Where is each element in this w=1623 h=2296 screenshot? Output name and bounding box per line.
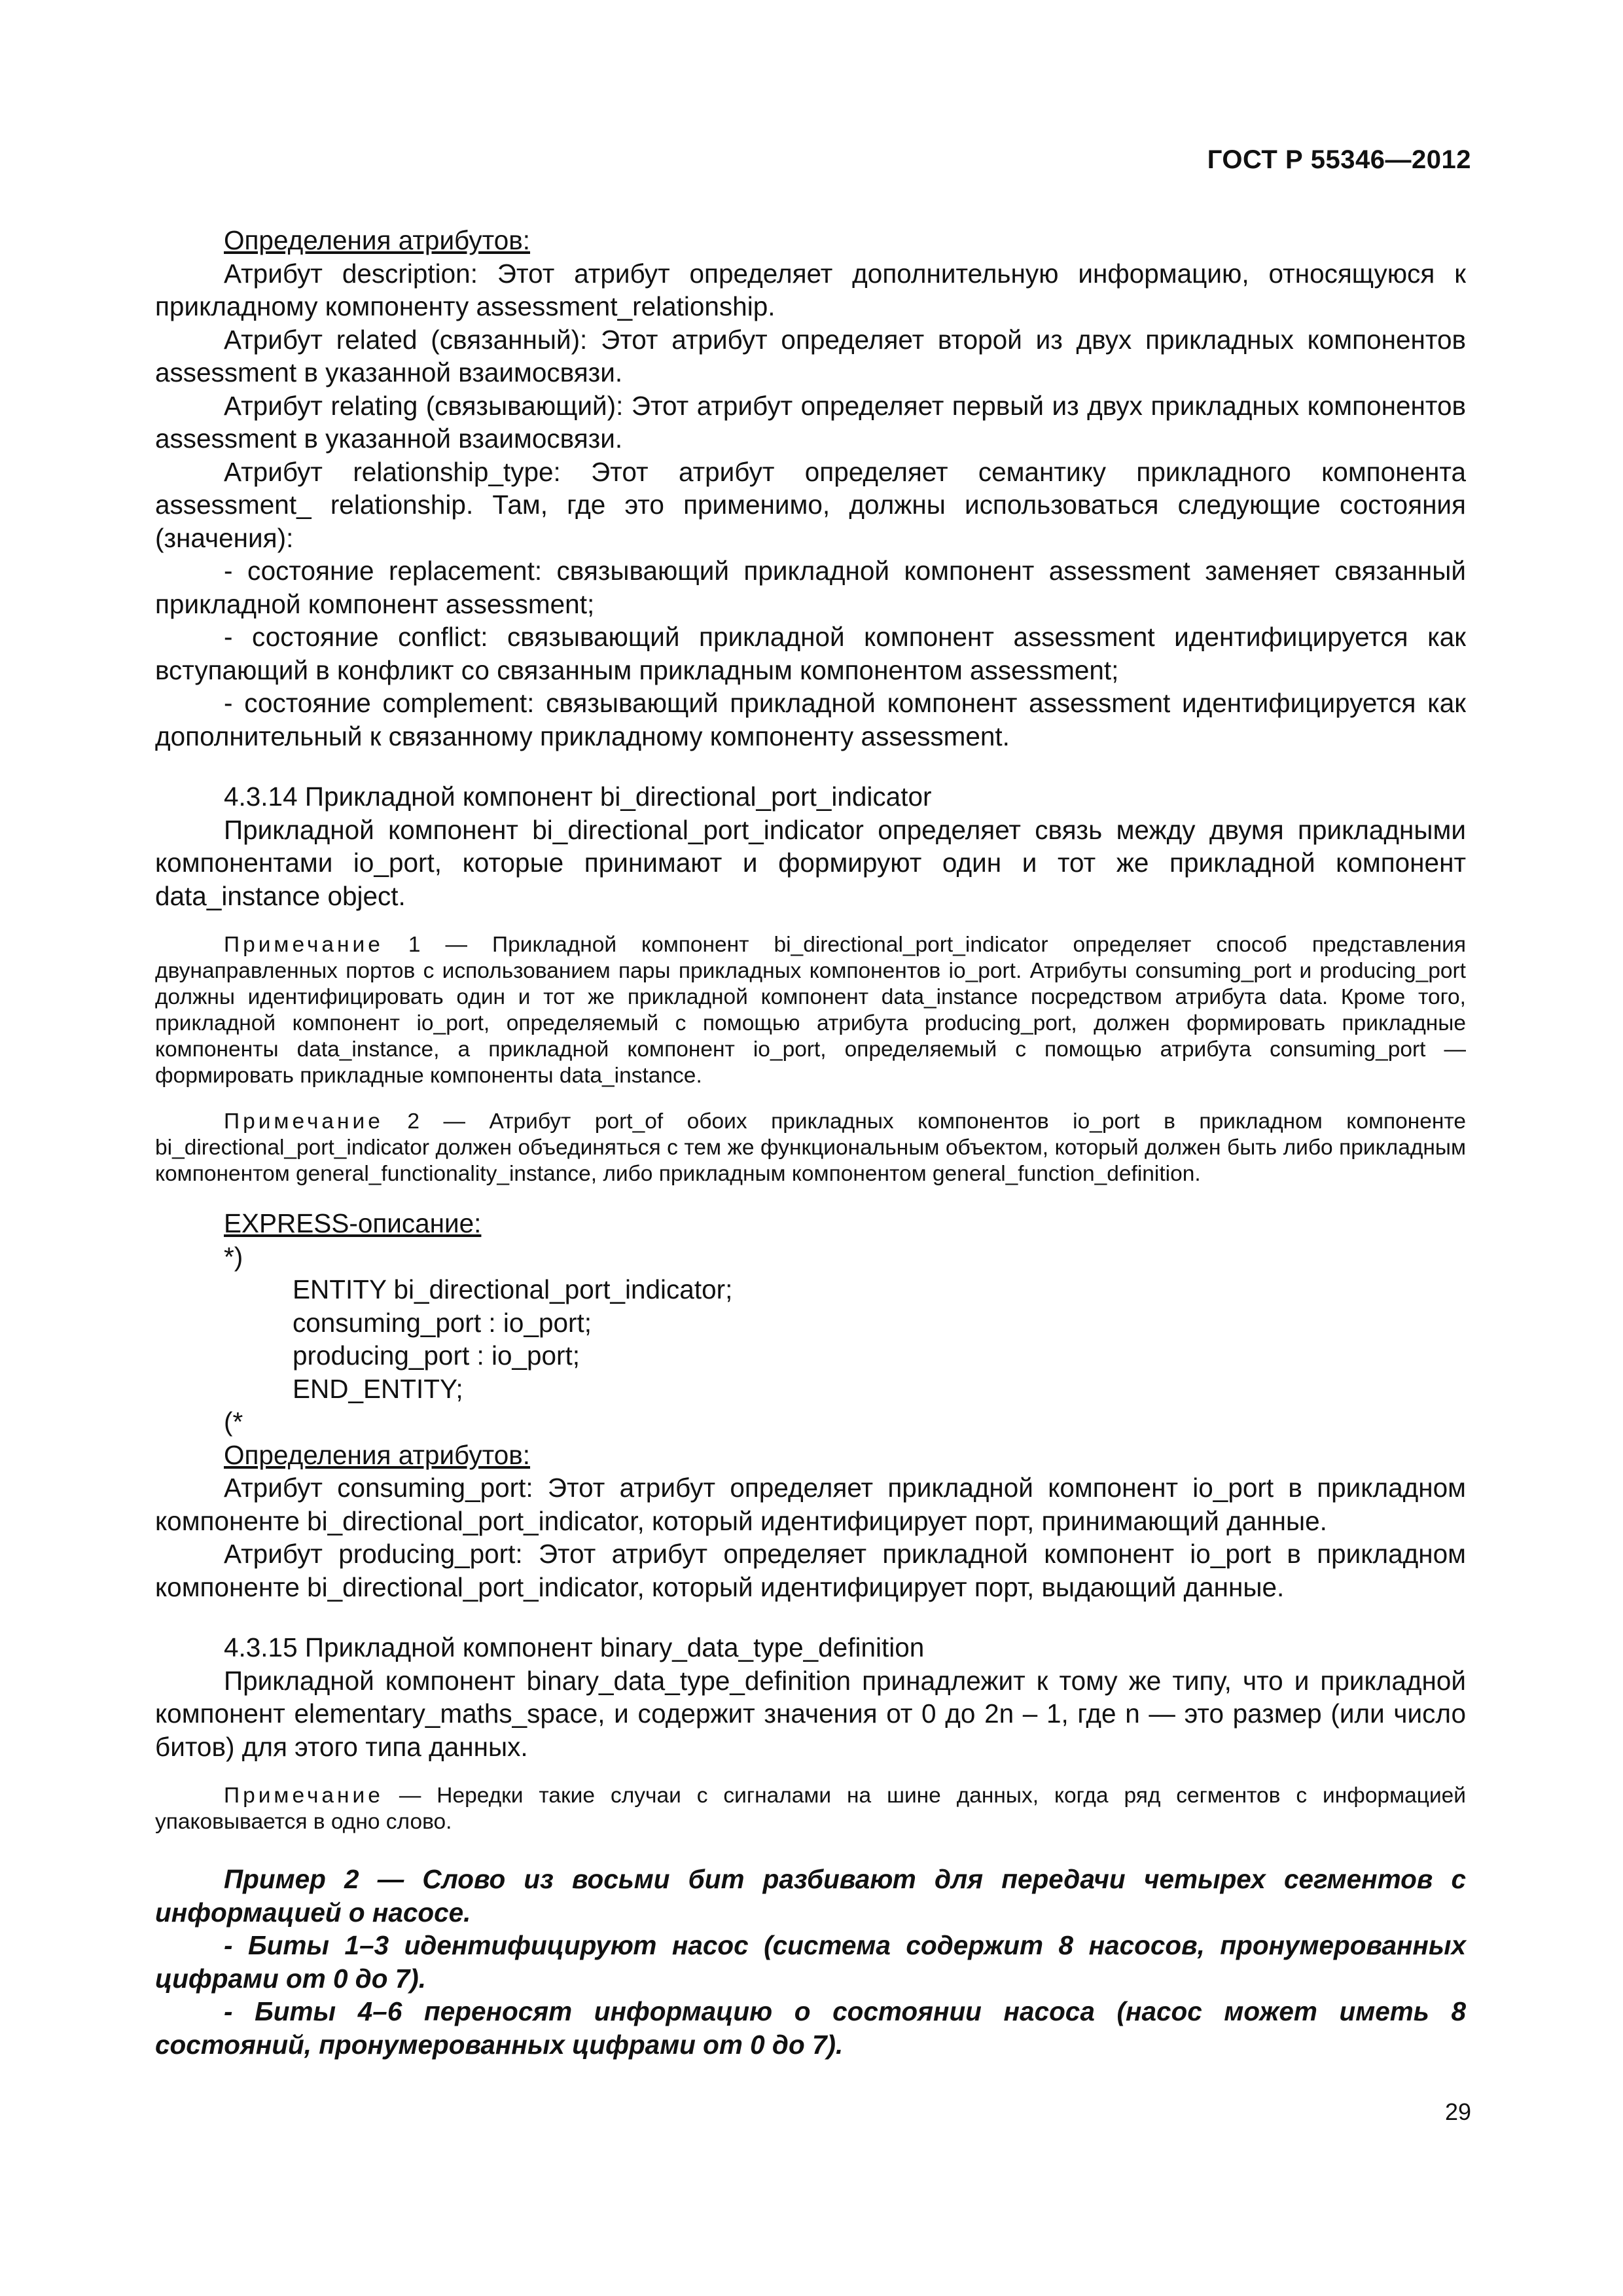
note-text: 1 — Прикладной компонент bi_directional_port_indicator определяет способ представления двунаправленных портов с использованием пары прикладных компонентов io_port. Атрибуты consuming_port и producing_port должны идентифицировать один и тот же прикладной компонент data_instance посредством атрибута data. Кроме того, прикладной компонент io_port, определяемый с помощью атрибута producing_port, должен формировать прикладные компоненты data_instance, а прикладной компонент io_port, определяемый с помощью атрибута consuming_port — формировать прикладные компоненты data_instance. — [155, 933, 1466, 1088]
note-label: Примечание — [224, 933, 383, 957]
code-line: ENTITY bi_directional_port_indicator; — [293, 1274, 733, 1304]
attribute-definitions-heading: Определения атрибутов: — [224, 1439, 531, 1470]
note — [155, 1783, 1466, 1835]
note-text: — Нередки такие случаи с сигналами на шине данных, когда ряд сегментов с информацией упаковывается в одно слово. — [155, 1784, 1466, 1834]
paragraph: Атрибут producing_port: Этот атрибут определяет прикладной компонент io_port в прикладном компоненте bi_directional_port_indicator, который идентифицирует порт, выдающий данные. — [155, 1539, 1466, 1602]
paragraph: Атрибут consuming_port: Этот атрибут определяет прикладной компонент io_port в прикладном компоненте bi_directional_port_indicator, который идентифицирует порт, принимающий данные. — [155, 1473, 1466, 1536]
code-line: END_ENTITY; — [293, 1373, 463, 1404]
note-text: 2 — Атрибут port_of обоих прикладных компонентов io_port в прикладном компоненте bi_directional_port_indicator должен объединяться с тем же функциональным объектом, который должен быть либо прикладным компонентом general_functionality_instance, либо прикладным компонентом general_function_definition. — [155, 1109, 1466, 1186]
paragraph: Атрибут related (связанный): Этот атрибут определяет второй из двух прикладных компонентов assessment в указанной взаимосвязи. — [155, 324, 1466, 387]
code-line: consuming_port : io_port; — [293, 1307, 592, 1338]
section-heading: 4.3.15 Прикладной компонент binary_data_type_definition — [224, 1632, 925, 1662]
express-heading: EXPRESS-описание: — [224, 1208, 482, 1238]
attribute-definitions-heading: Определения атрибутов: — [224, 225, 531, 255]
paragraph: Прикладной компонент bi_directional_port_indicator определяет связь между двумя прикладными компонентами io_port, которые принимают и формируют один и тот же прикладной компонент data_instance object. — [155, 814, 1466, 911]
page-number: 29 — [1444, 2098, 1471, 2125]
example: Пример 2 — Слово из восьми бит разбивают для передачи четырех сегментов с информацией о насосе. — [155, 1864, 1466, 1928]
list-item: - состояние complement: связывающий прикладной компонент assessment идентифицируется как дополнительный к связанному прикладному компоненту assessment. — [155, 688, 1466, 751]
note — [155, 1109, 1466, 1187]
list-item: - состояние conflict: связывающий прикладной компонент assessment идентифицируется как вступающий в конфликт со связанным прикладным компонентом assessment; — [155, 622, 1466, 685]
comment-close: (* — [224, 1407, 243, 1437]
paragraph: Прикладной компонент binary_data_type_definition принадлежит к тому же типу, что и прикладной компонент elementary_maths_space, и содержит значения от 0 до 2n – 1, где n — это размер (или число битов) для этого типа данных. — [155, 1665, 1466, 1762]
list-item: - состояние replacement: связывающий прикладной компонент assessment заменяет связанный прикладной компонент assessment; — [155, 556, 1466, 619]
comment-open: *) — [224, 1241, 243, 1272]
document-header: ГОСТ Р 55346—2012 — [1207, 145, 1471, 174]
page-content — [155, 224, 1466, 2061]
paragraph: Атрибут relating (связывающий): Этот атрибут определяет первый из двух прикладных компонентов assessment в указанной взаимосвязи. — [155, 390, 1466, 454]
paragraph: Атрибут relationship_type: Этот атрибут определяет семантику прикладного компонента assessment_ relationship. Там, где это применимо, должны использоваться следующие состояния (значения): — [155, 456, 1466, 553]
note-label: Примечание — [224, 1109, 383, 1134]
note-label: Примечание — [224, 1784, 383, 1808]
example: - Биты 4–6 переносят информацию о состоянии насоса (насос может иметь 8 состояний, пронумерованных цифрами от 0 до 7). — [155, 1996, 1466, 2060]
section-heading: 4.3.14 Прикладной компонент bi_directional_port_indicator — [224, 781, 932, 812]
note — [155, 932, 1466, 1089]
code-line: producing_port : io_port; — [293, 1340, 580, 1371]
paragraph: Атрибут description: Этот атрибут определяет дополнительную информацию, относящуюся к прикладному компоненту assessment_relationship. — [155, 258, 1466, 321]
example: - Биты 1–3 идентифицируют насос (система содержит 8 насосов, пронумерованных цифрами от 0 до 7). — [155, 1930, 1466, 1994]
